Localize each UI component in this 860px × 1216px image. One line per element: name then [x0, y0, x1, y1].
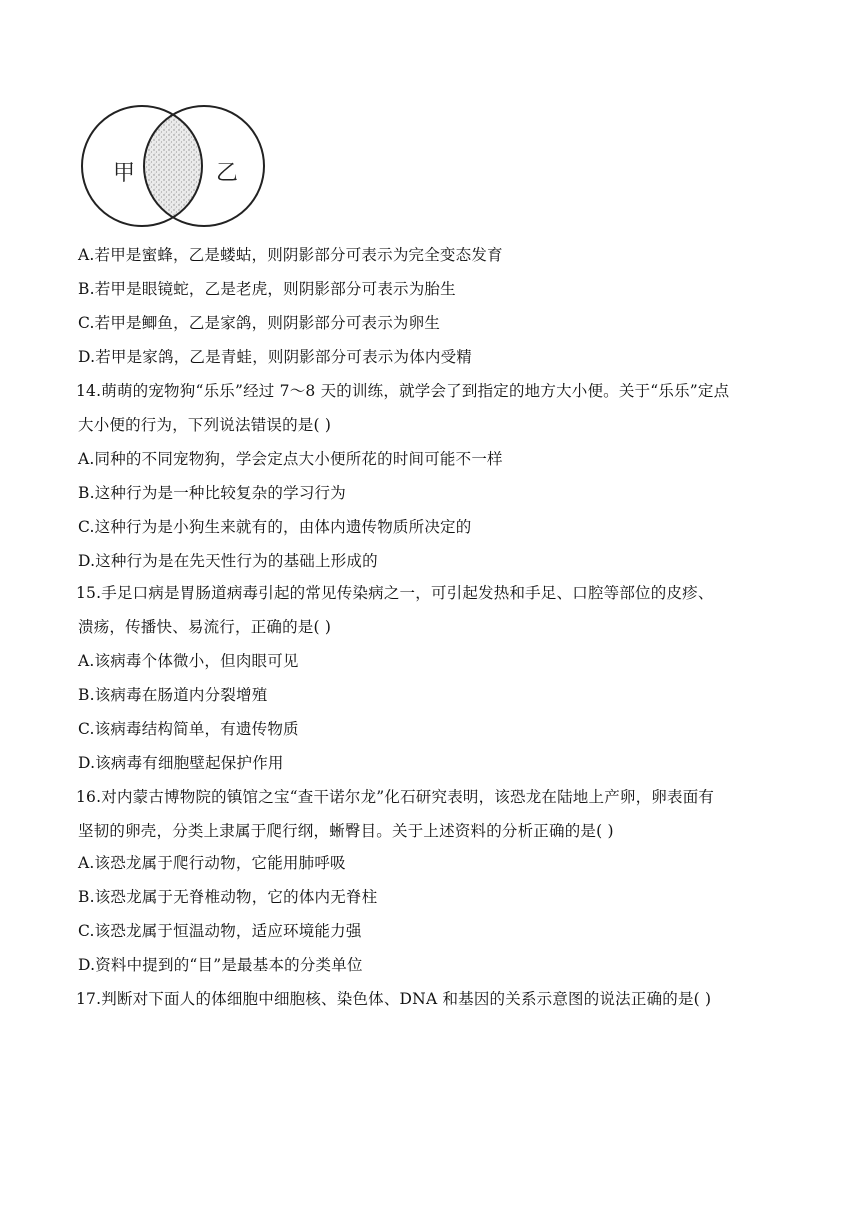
- question-15-stem-line2: 溃疡，传播快、易流行，正确的是( ): [78, 618, 332, 636]
- question-14-stem-line2: 大小便的行为，下列说法错误的是( ): [78, 416, 332, 434]
- venn-right-label: 乙: [216, 161, 239, 186]
- option-15c: C.该病毒结构简单，有遗传物质: [78, 720, 299, 738]
- option-13b: B.若甲是眼镜蛇，乙是老虎，则阴影部分可表示为胎生: [78, 280, 456, 298]
- question-17-stem: 17.判断对下面人的体细胞中细胞核、染色体、DNA 和基因的关系示意图的说法正确的是( ): [76, 990, 712, 1008]
- option-13a: A.若甲是蜜蜂，乙是蝼蛄，则阴影部分可表示为完全变态发育: [78, 246, 503, 264]
- question-14-stem-line1: 14.萌萌的宠物狗“乐乐”经过 7～8 天的训练，就学会了到指定的地方大小便。关于“乐乐”定点: [76, 382, 730, 400]
- question-15-stem-line1: 15.手足口病是胃肠道病毒引起的常见传染病之一，可引起发热和手足、口腔等部位的皮疹、: [76, 584, 714, 602]
- option-15d: D.该病毒有细胞壁起保护作用: [78, 754, 284, 772]
- option-14a: A.同种的不同宠物狗，学会定点大小便所花的时间可能不一样: [78, 450, 503, 468]
- venn-left-label: 甲: [113, 161, 136, 186]
- option-16b: B.该恐龙属于无脊椎动物，它的体内无脊柱: [78, 888, 378, 906]
- option-16c: C.该恐龙属于恒温动物，适应环境能力强: [78, 922, 362, 940]
- option-15a: A.该病毒个体微小，但肉眼可见: [78, 652, 299, 670]
- option-15b: B.该病毒在肠道内分裂增殖: [78, 686, 268, 704]
- venn-diagram: [78, 104, 268, 228]
- question-16-stem-line1: 16.对内蒙古博物院的镇馆之宝“查干诺尔龙”化石研究表明，该恐龙在陆地上产卵，卵表面有: [76, 788, 715, 806]
- option-16a: A.该恐龙属于爬行动物，它能用肺呼吸: [78, 854, 346, 872]
- option-13c: C.若甲是鲫鱼，乙是家鸽，则阴影部分可表示为卵生: [78, 314, 441, 332]
- option-16d: D.资料中提到的“目”是最基本的分类单位: [78, 956, 363, 974]
- option-14d: D.这种行为是在先天性行为的基础上形成的: [78, 552, 378, 570]
- question-16-stem-line2: 坚韧的卵壳，分类上隶属于爬行纲，蜥臀目。关于上述资料的分析正确的是( ): [78, 822, 614, 840]
- option-14b: B.这种行为是一种比较复杂的学习行为: [78, 484, 346, 502]
- option-13d: D.若甲是家鸽，乙是青蛙，则阴影部分可表示为体内受精: [78, 348, 473, 366]
- option-14c: C.这种行为是小狗生来就有的，由体内遗传物质所决定的: [78, 518, 472, 536]
